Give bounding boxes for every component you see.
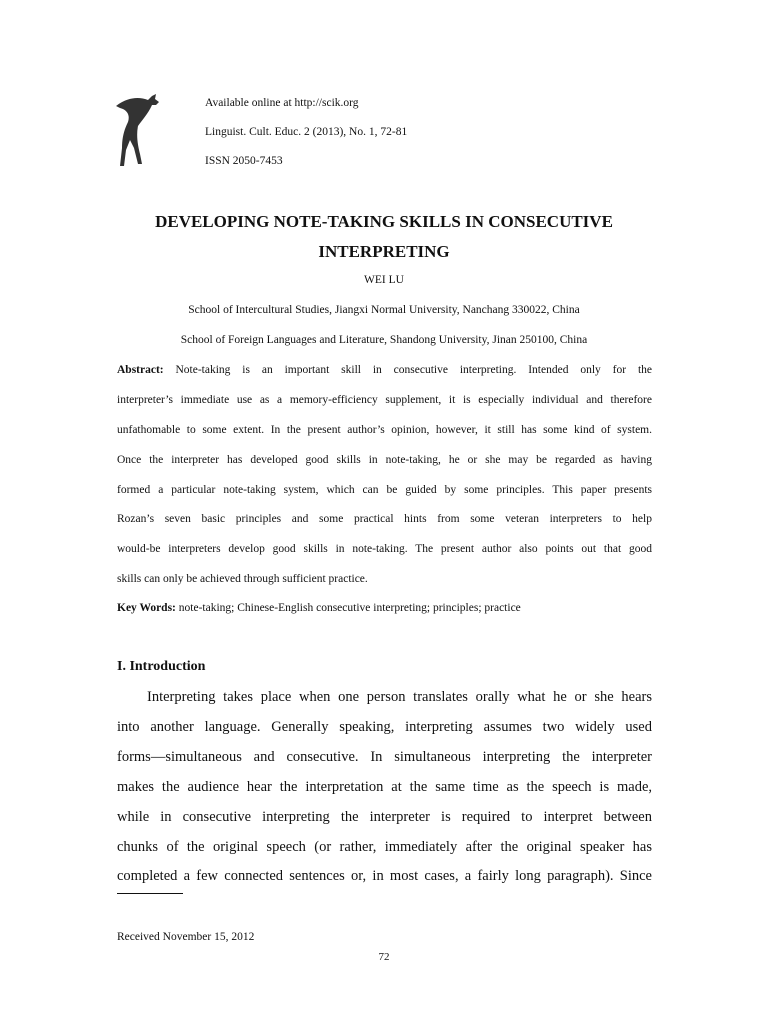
body-paragraph-line: forms—simultaneous and consecutive. In simultaneous interpreting the interpreter [117,749,652,765]
issn-line: ISSN 2050-7453 [205,155,283,167]
received-date-footnote: Received November 15, 2012 [117,931,255,943]
keywords-text: note-taking; Chinese-English consecutive interpreting; principles; practice [175,602,521,614]
page-number: 72 [378,951,390,963]
abstract-line: unfathomable to some extent. In the present author’s opinion, however, it still has some kind of system. [117,424,652,436]
abstract-line: Rozan’s seven basic principles and some practical hints from some veteran interpreters to help [117,513,652,525]
body-paragraph-line: makes the audience hear the interpretation at the same time as the speech is made, [117,779,652,795]
keywords-label: Key Words: [117,602,176,614]
body-paragraph-line: while in consecutive interpreting the interpreter is required to interpret between [117,809,652,825]
abstract-line: interpreter’s immediate use as a memory-efficiency supplement, it is especially individual and therefore [117,394,652,406]
section-heading: I. Introduction [117,659,206,674]
paper-title-line-1: DEVELOPING NOTE-TAKING SKILLS IN CONSECUTIVE [155,212,613,231]
abstract-line: would-be interpreters develop good skills in note-taking. The present author also points out that good [117,543,652,555]
body-paragraph-line: chunks of the original speech (or rather, immediately after the original speaker has [117,839,652,855]
affiliation-2: School of Foreign Languages and Literature, Shandong University, Jinan 250100, China [180,334,588,346]
footnote-divider [117,893,183,894]
abstract-label: Abstract: [117,364,164,376]
paper-title-line-2: INTERPRETING [318,242,450,261]
antelope-logo-icon [112,92,172,172]
abstract-line: Once the interpreter has developed good skills in note-taking, he or she may be regarded as having [117,454,652,466]
affiliation-1: School of Intercultural Studies, Jiangxi Normal University, Nanchang 330022, China [188,304,580,316]
citation-line: Linguist. Cult. Educ. 2 (2013), No. 1, 72-81 [205,126,408,138]
body-paragraph-line: Interpreting takes place when one person translates orally what he or she hears [147,689,652,705]
abstract-line: formed a particular note-taking system, which can be guided by some principles. This paper presents [117,484,652,496]
abstract-line: skills can only be achieved through sufficient practice. [117,573,368,585]
availability-line: Available online at http://scik.org [205,97,359,109]
abstract-line [117,363,652,377]
author-name: WEI LU [364,274,404,286]
abstract-text: Note-taking is an important skill in consecutive interpreting. Intended only for the [163,364,652,376]
keywords-line [117,601,652,615]
body-paragraph-line: completed a few connected sentences or, in most cases, a fairly long paragraph). Since [117,868,652,884]
body-paragraph-line: into another language. Generally speaking, interpreting assumes two widely used [117,719,652,735]
